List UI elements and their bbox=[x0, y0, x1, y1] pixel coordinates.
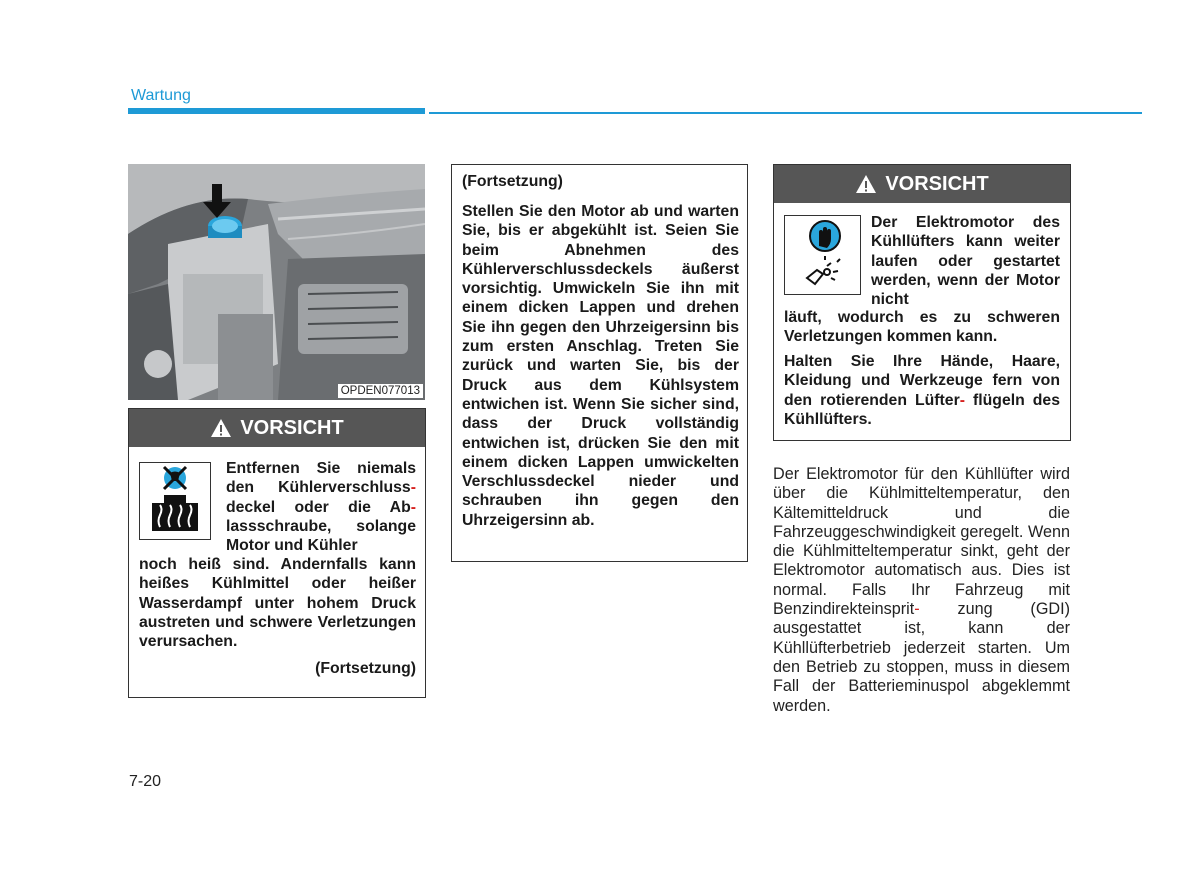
caution-header bbox=[774, 165, 1070, 203]
caution-continued-text: Stellen Sie den Motor ab und warten Sie, bis er abgekühlt ist. Seien Sie beim Abnehmen des Kühlerverschlussdeckels äußerst vorsichtig. Umwickeln Sie ihn mit einem dicken Lappen und drehen Sie ihn gegen den Uhrzeigersinn bis zum ersten Anschlag. Treten Sie zurück und warten Sie, bis der Druck aus dem Kühlsystem entwichen ist. Wenn Sie sicher sind, dass der Druck vollständig entwichen ist, drücken Sie den mit einem dicken Lappen umwickelten Verschlussdeckel nieder und schrauben ihn gegen den Uhrzeigersinn ab. bbox=[462, 203, 739, 529]
body-paragraph-cooling-fan: Der Elektromotor für den Kühllüfter wird über die Kühlmitteltemperatur, den Kältemitteldruck und die Fahrzeuggeschwindigkeit geregelt. Wenn die Kühlmitteltemperatur sinkt, geht der Elektromotor automatisch aus. Dies ist normal. Falls Ihr Fahrzeug mit Benzindirekteinsprit- zung (GDI) ausgestattet ist, kann der Kühllüfterbetrieb jederzeit starten. Um den Betrieb zu stoppen, muss in diesem Fall der Batterieminuspol abgeklemmt werden. bbox=[773, 465, 1070, 715]
hot-radiator-cap-prohibited-icon bbox=[139, 462, 211, 540]
figure-code: OPDEN077013 bbox=[338, 384, 423, 398]
page-number: 7-20 bbox=[129, 773, 162, 790]
caution-text-part1: Der Elektromotor des Kühllüfters kann weiter laufen oder gestartet werden, wenn der Motor nicht bbox=[871, 214, 1060, 309]
caution-text-part2: läuft, wodurch es zu schweren Verletzungen kommen kann. bbox=[784, 309, 1060, 346]
caution-box-continued bbox=[451, 164, 748, 562]
caution-box-radiator-cap bbox=[128, 408, 426, 698]
engine-bay-figure bbox=[128, 164, 425, 400]
warning-triangle-icon bbox=[855, 174, 877, 194]
caution-text-part3: Halten Sie Ihre Hände, Haare, Kleidung und Werkzeuge fern von den rotierenden Lüfter- flügeln des Kühllüfters. bbox=[784, 353, 1060, 428]
continued-label: (Fortsetzung) bbox=[315, 660, 416, 677]
caution-heading: VORSICHT bbox=[885, 172, 989, 195]
header-rule-thick bbox=[128, 108, 425, 114]
caution-text-part1: Entfernen Sie niemals den Kühlerverschluss- deckel oder die Ab- lassschraube, solange Motor und Kühler bbox=[226, 460, 416, 555]
caution-text-part2: noch heiß sind. Andernfalls kann heißes Kühlmittel oder heißer Wasserdampf unter hohem Druck austreten und schwere Verletzungen verursachen. bbox=[139, 556, 416, 651]
header-rule-thin bbox=[429, 112, 1142, 114]
continued-heading: (Fortsetzung) bbox=[462, 173, 563, 190]
caution-heading: VORSICHT bbox=[240, 416, 344, 439]
engine-bay-illustration bbox=[128, 164, 425, 400]
caution-box-cooling-fan bbox=[773, 164, 1071, 441]
hand-stop-rotating-fan-icon bbox=[784, 215, 861, 295]
caution-header bbox=[129, 409, 425, 447]
section-header-title: Wartung bbox=[131, 87, 191, 104]
warning-triangle-icon bbox=[210, 418, 232, 438]
